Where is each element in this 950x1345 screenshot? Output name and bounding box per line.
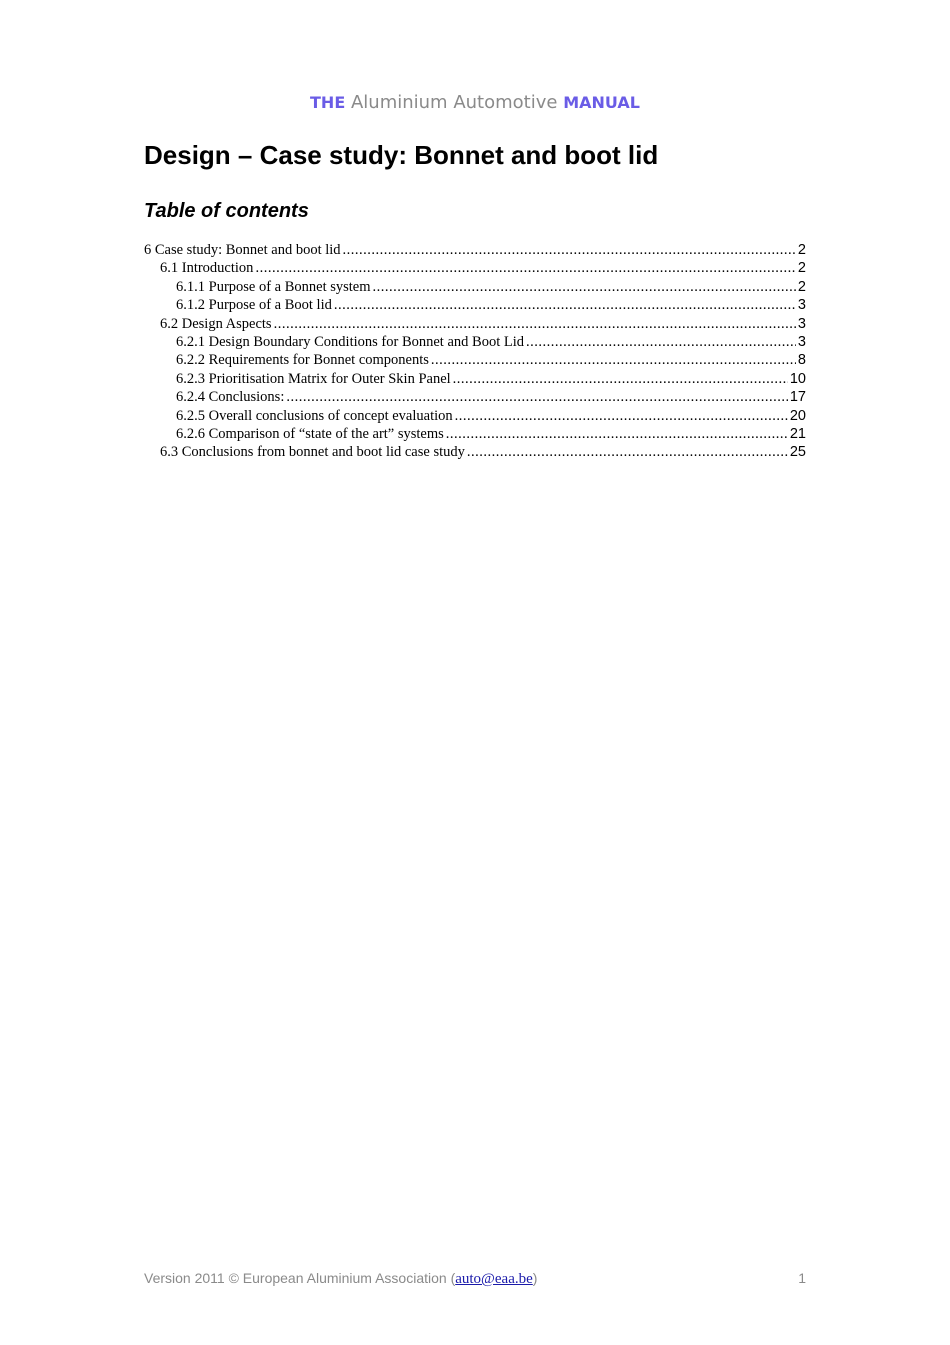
toc-entry-page: 2: [797, 242, 806, 258]
toc-leader-dots: [286, 389, 788, 406]
toc-entry-label: 6.2.3 Prioritisation Matrix for Outer Skin Panel: [176, 370, 451, 387]
toc-leader-dots: [446, 426, 788, 443]
toc-leader-dots: [453, 371, 788, 388]
toc-entry[interactable]: [144, 334, 806, 352]
toc-entry-page: 2: [797, 278, 806, 295]
toc-leader-dots: [274, 316, 796, 333]
toc-entry[interactable]: [144, 389, 806, 407]
toc-entry-page: 21: [789, 425, 806, 442]
toc-leader-dots: [455, 408, 788, 425]
toc-heading: Table of contents: [144, 200, 309, 222]
toc-entry-label: 6.2.4 Conclusions:: [176, 389, 285, 406]
page-title: Design – Case study: Bonnet and boot lid: [144, 140, 659, 170]
toc-leader-dots: [373, 279, 796, 296]
footer-copyright: Version 2011 © European Aluminium Association (: [144, 1270, 456, 1286]
toc-entry-label: 6 Case study: Bonnet and boot lid: [144, 242, 341, 258]
footer-paren: ): [532, 1270, 538, 1286]
toc-entry-label: 6.2.1 Design Boundary Conditions for Bonnet and Boot Lid: [176, 333, 524, 350]
toc-entry-label: 6.2.2 Requirements for Bonnet components: [176, 352, 429, 369]
toc-leader-dots: [334, 297, 796, 314]
toc-entry[interactable]: [144, 316, 806, 334]
header-the: THE: [310, 93, 346, 112]
toc-entry[interactable]: [144, 242, 806, 260]
toc-leader-dots: [526, 334, 796, 351]
toc-entry[interactable]: [144, 444, 806, 462]
toc-leader-dots: [431, 352, 796, 369]
toc-entry-page: 20: [789, 407, 806, 424]
toc-entry[interactable]: [144, 352, 806, 370]
toc-entry-label: 6.1.1 Purpose of a Bonnet system: [176, 278, 371, 295]
toc-entry[interactable]: [144, 260, 806, 278]
toc-entry[interactable]: [144, 371, 806, 389]
header-manual: MANUAL: [563, 93, 640, 112]
toc-entry-label: 6.2.6 Comparison of “state of the art” systems: [176, 425, 444, 442]
header-middle: Aluminium Automotive: [350, 92, 558, 113]
toc-entry-label: 6.1 Introduction: [160, 260, 254, 277]
toc-entry[interactable]: [144, 279, 806, 297]
toc-entry[interactable]: [144, 426, 806, 444]
toc-entry[interactable]: [144, 408, 806, 426]
toc-entry-label: 6.3 Conclusions from bonnet and boot lid case study: [160, 444, 465, 461]
toc-leader-dots: [467, 444, 788, 461]
toc-entry-page: 2: [797, 260, 806, 277]
toc-entry-page: 17: [789, 389, 806, 406]
toc-leader-dots: [255, 260, 795, 277]
toc-entry-page: 3: [797, 297, 806, 314]
toc-leader-dots: [343, 242, 796, 259]
toc-entry-page: 25: [789, 444, 806, 461]
toc-entry-page: 3: [797, 315, 806, 332]
toc-entry-page: 3: [797, 333, 806, 350]
table-of-contents: [144, 242, 806, 463]
toc-entry-label: 6.1.2 Purpose of a Boot lid: [176, 297, 332, 314]
toc-entry-label: 6.2.5 Overall conclusions of concept evaluation: [176, 407, 453, 424]
page-number: 1: [798, 1270, 806, 1286]
footer-email-link[interactable]: auto@eaa.be: [455, 1271, 533, 1287]
page-footer: [144, 1270, 806, 1288]
toc-entry[interactable]: [144, 297, 806, 315]
toc-entry-page: 10: [789, 370, 806, 387]
toc-entry-page: 8: [797, 352, 806, 369]
toc-entry-label: 6.2 Design Aspects: [160, 315, 272, 332]
manual-header: [0, 92, 950, 113]
